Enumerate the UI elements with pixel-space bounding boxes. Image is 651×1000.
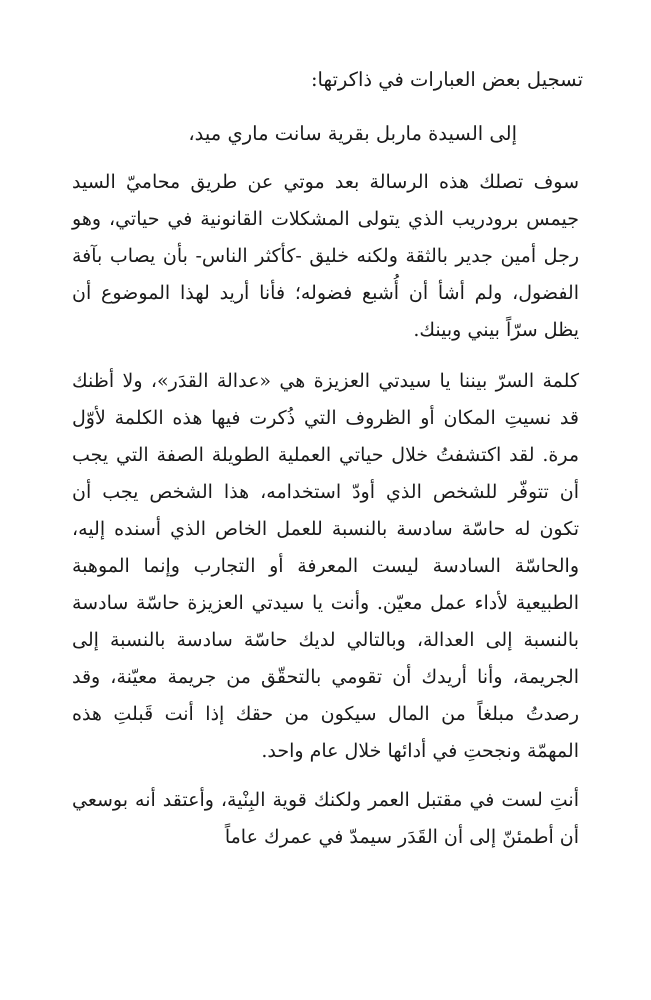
letter-paragraph-3: أنتِ لست في مقتبل العمر ولكنك قوية البِنْية، وأعتقد أنه بوسعي أن أطمئنّ إلى أن القَدَر سيمدّ في عمرك عاماً: [72, 789, 579, 848]
letter-salutation: إلى السيدة ماربل بقرية سانت ماري ميد،: [188, 122, 517, 145]
letter-paragraph-1: سوف تصلك هذه الرسالة بعد موتي عن طريق محاميّ السيد جيمس برودريب الذي يتولى المشكلات القانونية في حياتي، وهو رجل أمين جدير بالثقة ولكنه خليق -كأكثر الناس- بأن يصاب بآفة الفضول، ولم أشأ أن أُشبع فضوله؛ فأنا أريد لهذا الموضوع أن يظل سرّاً بيني وبينك.: [72, 171, 579, 341]
letter-paragraph-2: كلمة السرّ بيننا يا سيدتي العزيزة هي «عدالة القدَر»، ولا أظنك قد نسيتِ المكان أو الظروف التي ذُكرت فيها هذه الكلمة لأوّل مرة. لقد اكتشفتُ خلال حياتي العملية الطويلة الصفة التي يجب أن تتوفّر للشخص الذي أودّ استخدامه، هذا الشخص يجب أن تكون له حاسّة سادسة بالنسبة للعمل الخاص الذي أسنده إليه، والحاسّة السادسة ليست المعرفة أو التجارب وإنما الموهبة الطبيعية لأداء عمل معيّن. وأنت يا سيدتي العزيزة حاسّة سادسة بالنسبة إلى العدالة، وبالتالي لديك حاسّة سادسة بالنسبة إلى الجريمة، وأنا أريدك أن تقومي بالتحقّق من جريمة معيّنة، وقد رصدتُ مبلغاً من المال سيكون من حقك إذا أنت قَبلتِ هذه المهمّة ونجحتِ في أدائها خلال عام واحد.: [72, 370, 579, 762]
section-heading: تسجيل بعض العبارات في ذاكرتها:: [310, 68, 583, 91]
